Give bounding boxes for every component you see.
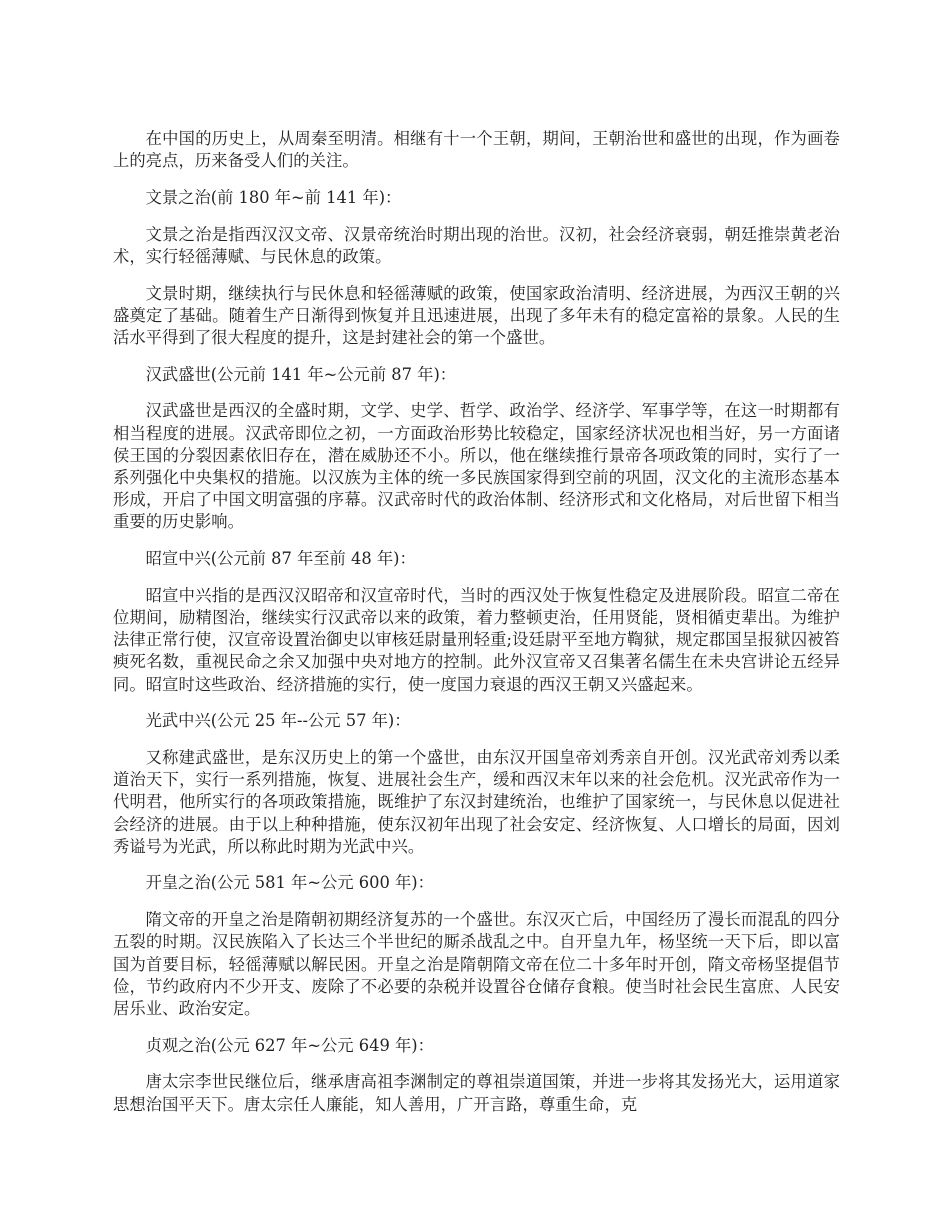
intro-paragraph: 在中国的历史上，从周秦至明清。相继有十一个王朝，期间，王朝治世和盛世的出现，作为画卷上的亮点，历来备受人们的关注。 — [113, 129, 840, 171]
section-heading-wenjing: 文景之治(前 180 年~前 141 年)： — [145, 187, 402, 207]
wenjing-paragraph-1: 文景之治是指西汉汉文帝、汉景帝统治时期出现的治世。汉初，社会经济衰弱，朝廷推崇黄老治术，实行轻徭薄赋、与民休息的政策。 — [113, 224, 840, 266]
section-heading-zhenguan: 贞观之治(公元 627 年~公元 649 年)： — [145, 1035, 434, 1055]
section-heading-zhaoxuan: 昭宣中兴(公元前 87 年至前 48 年)： — [145, 549, 416, 569]
zhaoxuan-paragraph: 昭宣中兴指的是西汉汉昭帝和汉宣帝时代，当时的西汉处于恢复性稳定及进展阶段。昭宣二帝在位期间，励精图治，继续实行汉武帝以来的政策，着力整顿吏治，任用贤能，贤相循吏辈出。为维护法律正常行使，汉宣帝设置治御史以审核廷尉量刑轻重;设廷尉平至地方鞫狱，规定郡国呈报狱囚被笞瘐死名数，重视民命之余又加强中央对地方的控制。此外汉宣帝又召集著名儒生在未央宫讲论五经异同。昭宣时这些政治、经济措施的实行，使一度国力衰退的西汉王朝又兴盛起来。 — [113, 585, 840, 694]
guangwu-paragraph: 又称建武盛世，是东汉历史上的第一个盛世，由东汉开国皇帝刘秀亲自开创。汉光武帝刘秀以柔道治天下，实行一系列措施，恢复、进展社会生产，缓和西汉末年以来的社会危机。汉光武帝作为一代明君，他所实行的各项政策措施，既维护了东汉封建统治，也维护了国家统一，与民休息以促进社会经济的进展。由于以上种种措施，使东汉初年出现了社会安定、经济恢复、人口增长的局面，因刘秀谥号为光武，所以称此时期为光武中兴。 — [113, 747, 840, 856]
hanwu-paragraph: 汉武盛世是西汉的全盛时期，文学、史学、哲学、政治学、经济学、军事学等，在这一时期都有相当程度的进展。汉武帝即位之初，一方面政治形势比较稳定，国家经济状况也相当好，另一方面诸侯王国的分裂因素依旧存在，潜在威胁还不小。所以，他在继续推行景帝各项政策的同时，实行了一系列强化中央集权的措施。以汉族为主体的统一多民族国家得到空前的巩固，汉文化的主流形态基本形成，开启了中国文明富强的序幕。汉武帝时代的政治体制、经济形式和文化格局，对后世留下相当重要的历史影响。 — [113, 401, 840, 532]
wenjing-paragraph-2: 文景时期，继续执行与民休息和轻徭薄赋的政策，使国家政治清明、经济进展，为西汉王朝的兴盛奠定了基础。随着生产日渐得到恢复并且迅速进展，出现了多年未有的稳定富裕的景象。人民的生活水平得到了很大程度的提升，这是封建社会的第一个盛世。 — [113, 283, 840, 347]
document-body — [113, 128, 840, 1130]
section-heading-kaihuang: 开皇之治(公元 581 年~公元 600 年)： — [145, 873, 434, 893]
zhenguan-paragraph: 唐太宗李世民继位后，继承唐高祖李渊制定的尊祖崇道国策，并进一步将其发扬光大，运用道家思想治国平天下。唐太宗任人廉能，知人善用，广开言路，尊重生命，克 — [113, 1072, 840, 1114]
kaihuang-paragraph: 隋文帝的开皇之治是隋朝初期经济复苏的一个盛世。东汉灭亡后，中国经历了漫长而混乱的四分五裂的时期。汉民族陷入了长达三个半世纪的厮杀战乱之中。自开皇九年，杨坚统一天下后，即以富国为首要目标，轻徭薄赋以解民困。开皇之治是隋朝隋文帝在位二十多年时开创，隋文帝杨坚提倡节俭，节约政府内不少开支、废除了不必要的杂税并设置谷仓储存食粮。使当时社会民生富庶、人民安居乐业、政治安定。 — [113, 910, 840, 1018]
section-heading-guangwu: 光武中兴(公元 25 年--公元 57 年)： — [145, 711, 411, 731]
section-heading-hanwu: 汉武盛世(公元前 141 年~公元前 87 年)： — [145, 364, 457, 384]
